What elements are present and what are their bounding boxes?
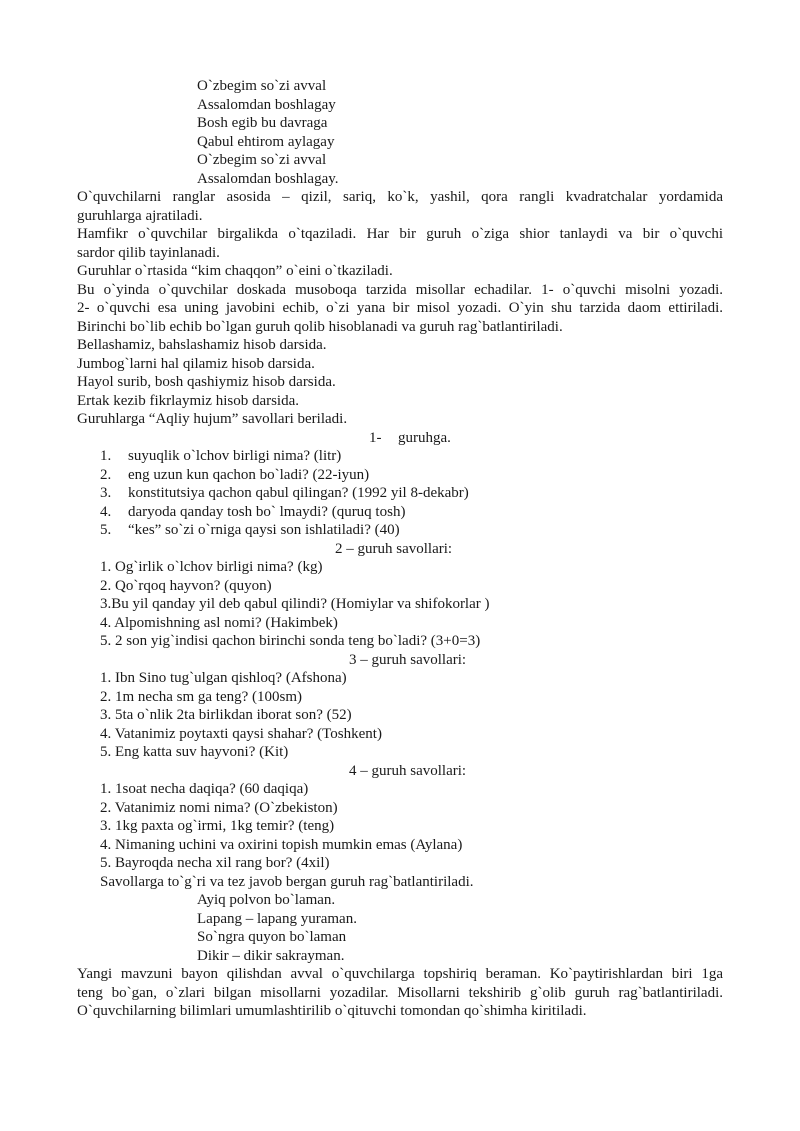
paragraph-line: sardor qilib tayinlanadi. (77, 245, 220, 261)
paragraph-line: Savollarga to`g`ri va tez javob bergan guruh rag`batlantiriladi. (100, 874, 474, 890)
paragraph-line: O`quvchilarning bilimlari umumlashtirilib o`qituvchi tomondan qo`shimha kiritiladi. (77, 1003, 587, 1019)
paragraph-line: Hamfikr o`quvchilar birgalikda o`tqaziladi. Har bir guruh o`ziga shior tanlaydi va bir o`quvchi (77, 226, 723, 242)
list-item: 4. Alpomishning asl nomi? (Hakimbek) (100, 615, 338, 631)
list-item: 2. 1m necha sm ga teng? (100sm) (100, 689, 303, 705)
paragraph-line: teng bo`gan, o`zlari bilgan misollarni yozadilar. Misollarni tekshirib g`olib guruh rag`batlantiriladi. (77, 985, 723, 1001)
list-item: “kes” so`zi o`rniga qaysi son ishlatiladi? (40) (128, 522, 400, 538)
list-item-number: 3. (100, 485, 112, 501)
group-heading: 3 – guruh savollari: (349, 652, 467, 668)
poem-line: Hayol surib, bosh qashiymiz hisob darsida. (77, 374, 336, 390)
paragraph-line: guruhlarga ajratiladi. (77, 208, 203, 224)
list-item: 5. 2 son yig`indisi qachon birinchi sonda teng bo`ladi? (3+0=3) (100, 633, 481, 649)
list-item: 1. 1soat necha daqiqa? (60 daqiqa) (100, 781, 309, 797)
list-item-number: 2. (100, 467, 112, 483)
paragraph-line: Guruhlar o`rtasida “kim chaqqon” o`eini o`tkaziladi. (77, 263, 393, 279)
list-item: 5. Eng katta suv hayvoni? (Kit) (100, 744, 289, 760)
list-item: suyuqlik o`lchov birligi nima? (litr) (128, 448, 342, 464)
poem-line: Assalomdan boshlagay (197, 97, 336, 113)
list-item-number: 5. (100, 522, 112, 538)
list-item: 1. Ibn Sino tug`ulgan qishloq? (Afshona) (100, 670, 347, 686)
poem-line: Bosh egib bu davraga (197, 115, 328, 131)
poem-line: So`ngra quyon bo`laman (197, 929, 347, 945)
list-item: 3. 1kg paxta og`irmi, 1kg temir? (teng) (100, 818, 335, 834)
group-heading: 4 – guruh savollari: (349, 763, 467, 779)
list-item: 3.Bu yil qanday yil deb qabul qilindi? (Homiylar va shifokorlar ) (100, 596, 490, 612)
poem-line: Dikir – dikir sakrayman. (197, 948, 345, 964)
poem-line: Ayiq polvon bo`laman. (197, 892, 336, 908)
paragraph-line: O`quvchilarni ranglar asosida – qizil, sariq, ko`k, yashil, qora rangli kvadratchalar yordamida (77, 189, 723, 205)
list-item: 2. Vatanimiz nomi nima? (O`zbekiston) (100, 800, 338, 816)
group-heading: 2 – guruh savollari: (335, 541, 453, 557)
paragraph-line: Birinchi bo`lib echib bo`lgan guruh qolib hisoblanadi va guruh rag`batlantiriladi. (77, 319, 563, 335)
poem-line: O`zbegim so`zi avval (197, 78, 327, 94)
poem-line: Bellashamiz, bahslashamiz hisob darsida. (77, 337, 327, 353)
list-item: 2. Qo`rqoq hayvon? (quyon) (100, 578, 272, 594)
poem-line: Assalomdan boshlagay. (197, 171, 339, 187)
paragraph-line: Guruhlarga “Aqliy hujum” savollari beriladi. (77, 411, 348, 427)
list-item-number: 4. (100, 504, 112, 520)
poem-line: Lapang – lapang yuraman. (197, 911, 357, 927)
list-item: konstitutsiya qachon qabul qilingan? (1992 yil 8-dekabr) (128, 485, 469, 501)
paragraph-line: Yangi mavzuni bayon qilishdan avval o`quvchilarga topshiriq beraman. Ko`paytirishlardan biri 1ga (77, 966, 723, 982)
group-number: 1- (369, 430, 382, 446)
poem-line: Ertak kezib fikrlaymiz hisob darsida. (77, 393, 300, 409)
paragraph-line: 2- o`quvchi esa uning javobini echib, o`zi yana bir misol yozadi. O`yin shu tarzida daom ettiriladi. (77, 300, 723, 316)
list-item: daryoda qanday tosh bo` lmaydi? (quruq tosh) (128, 504, 406, 520)
group-heading: guruhga. (398, 430, 451, 446)
list-item-number: 1. (100, 448, 112, 464)
poem-line: Qabul ehtirom aylagay (197, 134, 335, 150)
poem-line: Jumbog`larni hal qilamiz hisob darsida. (77, 356, 315, 372)
list-item: 1. Og`irlik o`lchov birligi nima? (kg) (100, 559, 323, 575)
list-item: eng uzun kun qachon bo`ladi? (22-iyun) (128, 467, 370, 483)
paragraph-line: Bu o`yinda o`quvchilar doskada musoboqa tarzida misollar echadilar. 1- o`quvchi misolni yozadi. (77, 282, 723, 298)
list-item: 3. 5ta o`nlik 2ta birlikdan iborat son? (52) (100, 707, 352, 723)
list-item: 4. Nimaning uchini va oxirini topish mumkin emas (Aylana) (100, 837, 463, 853)
list-item: 4. Vatanimiz poytaxti qaysi shahar? (Toshkent) (100, 726, 382, 742)
list-item: 5. Bayroqda necha xil rang bor? (4xil) (100, 855, 330, 871)
poem-line: O`zbegim so`zi avval (197, 152, 327, 168)
